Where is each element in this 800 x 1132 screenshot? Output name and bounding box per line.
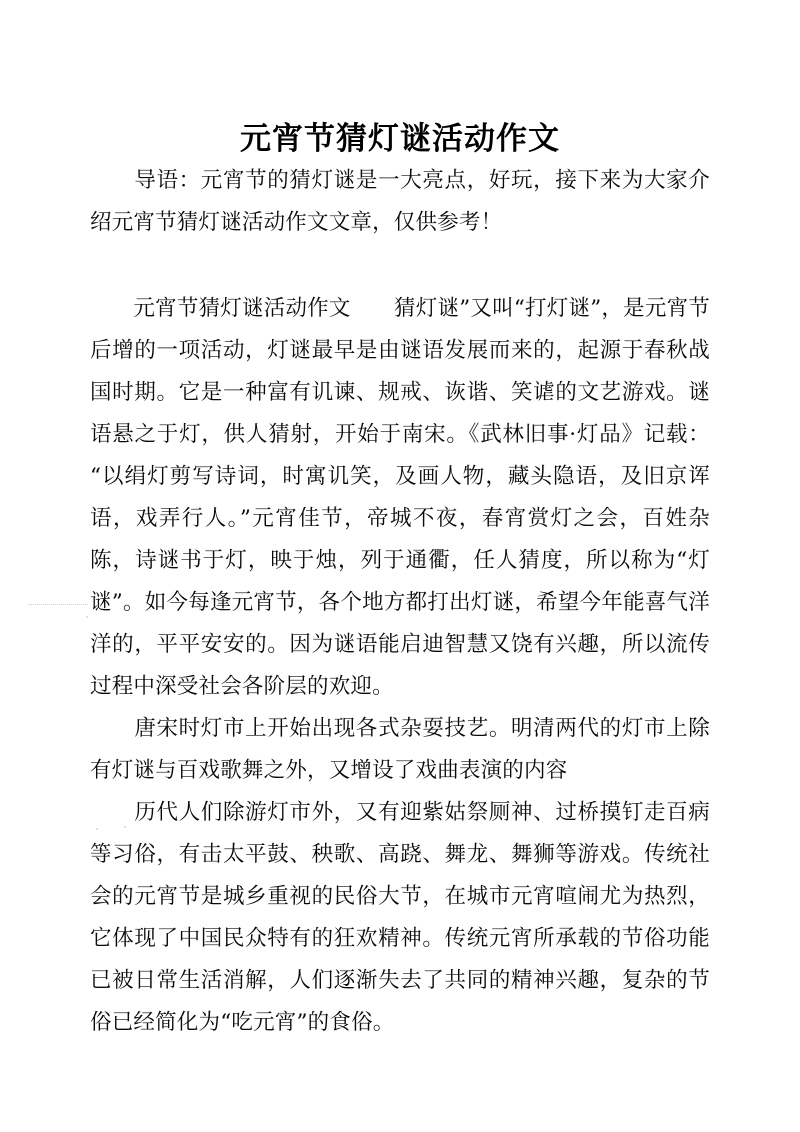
scan-artifact-speck bbox=[86, 616, 88, 618]
paragraph-spacer bbox=[90, 244, 710, 288]
paragraph-body-3: 历代人们除游灯市外，又有迎紫姑祭厕神、过桥摸钉走百病等习俗，有击太平鼓、秧歌、高跷、舞龙、舞狮等游戏。传统社会的元宵节是城乡重视的民俗大节，在城市元宵喧闹尤为热烈，它体现了中国民众特有的狂欢精神。传统元宵所承载的节俗功能已被日常生活消解，人们逐渐失去了共同的精神兴趣，复杂的节俗已经简化为“吃元宵”的食俗。 bbox=[90, 800, 710, 1035]
document-body bbox=[90, 160, 710, 1044]
paragraph-intro: 导语：元宵节的猜灯谜是一大亮点，好玩，接下来为大家介绍元宵节猜灯谜活动作文文章，仅供参考！ bbox=[90, 168, 710, 235]
paragraph-body-2: 唐宋时灯市上开始出现各式杂耍技艺。明清两代的灯市上除有灯谜与百戏歌舞之外，又增设了戏曲表演的内容 bbox=[90, 716, 710, 783]
paragraph-body-1: 元宵节猜灯谜活动作文 猜灯谜”又叫“打灯谜”，是元宵节后增的一项活动，灯谜最早是由谜语发展而来的，起源于春秋战国时期。它是一种富有讥谏、规戒、诙谐、笑谑的文艺游戏。谜语悬之于灯，供人猜射，开始于南宋。《武林旧事·灯品》记载：“以绢灯剪写诗词，时寓讥笑，及画人物，藏头隐语，及旧京诨语，戏弄行人。”元宵佳节，帝城不夜，春宵赏灯之会，百姓杂陈，诗谜书于灯，映于烛，列于通衢，任人猜度，所以称为“灯谜”。如今每逢元宵节，各个地方都打出灯谜，希望今年能喜气洋洋的，平平安安的。因为谜语能启迪智慧又饶有兴趣，所以流传过程中深受社会各阶层的欢迎。 bbox=[90, 296, 710, 699]
page-title: 元宵节猜灯谜活动作文 bbox=[240, 120, 560, 157]
scan-artifact-dotted-line bbox=[28, 604, 88, 606]
